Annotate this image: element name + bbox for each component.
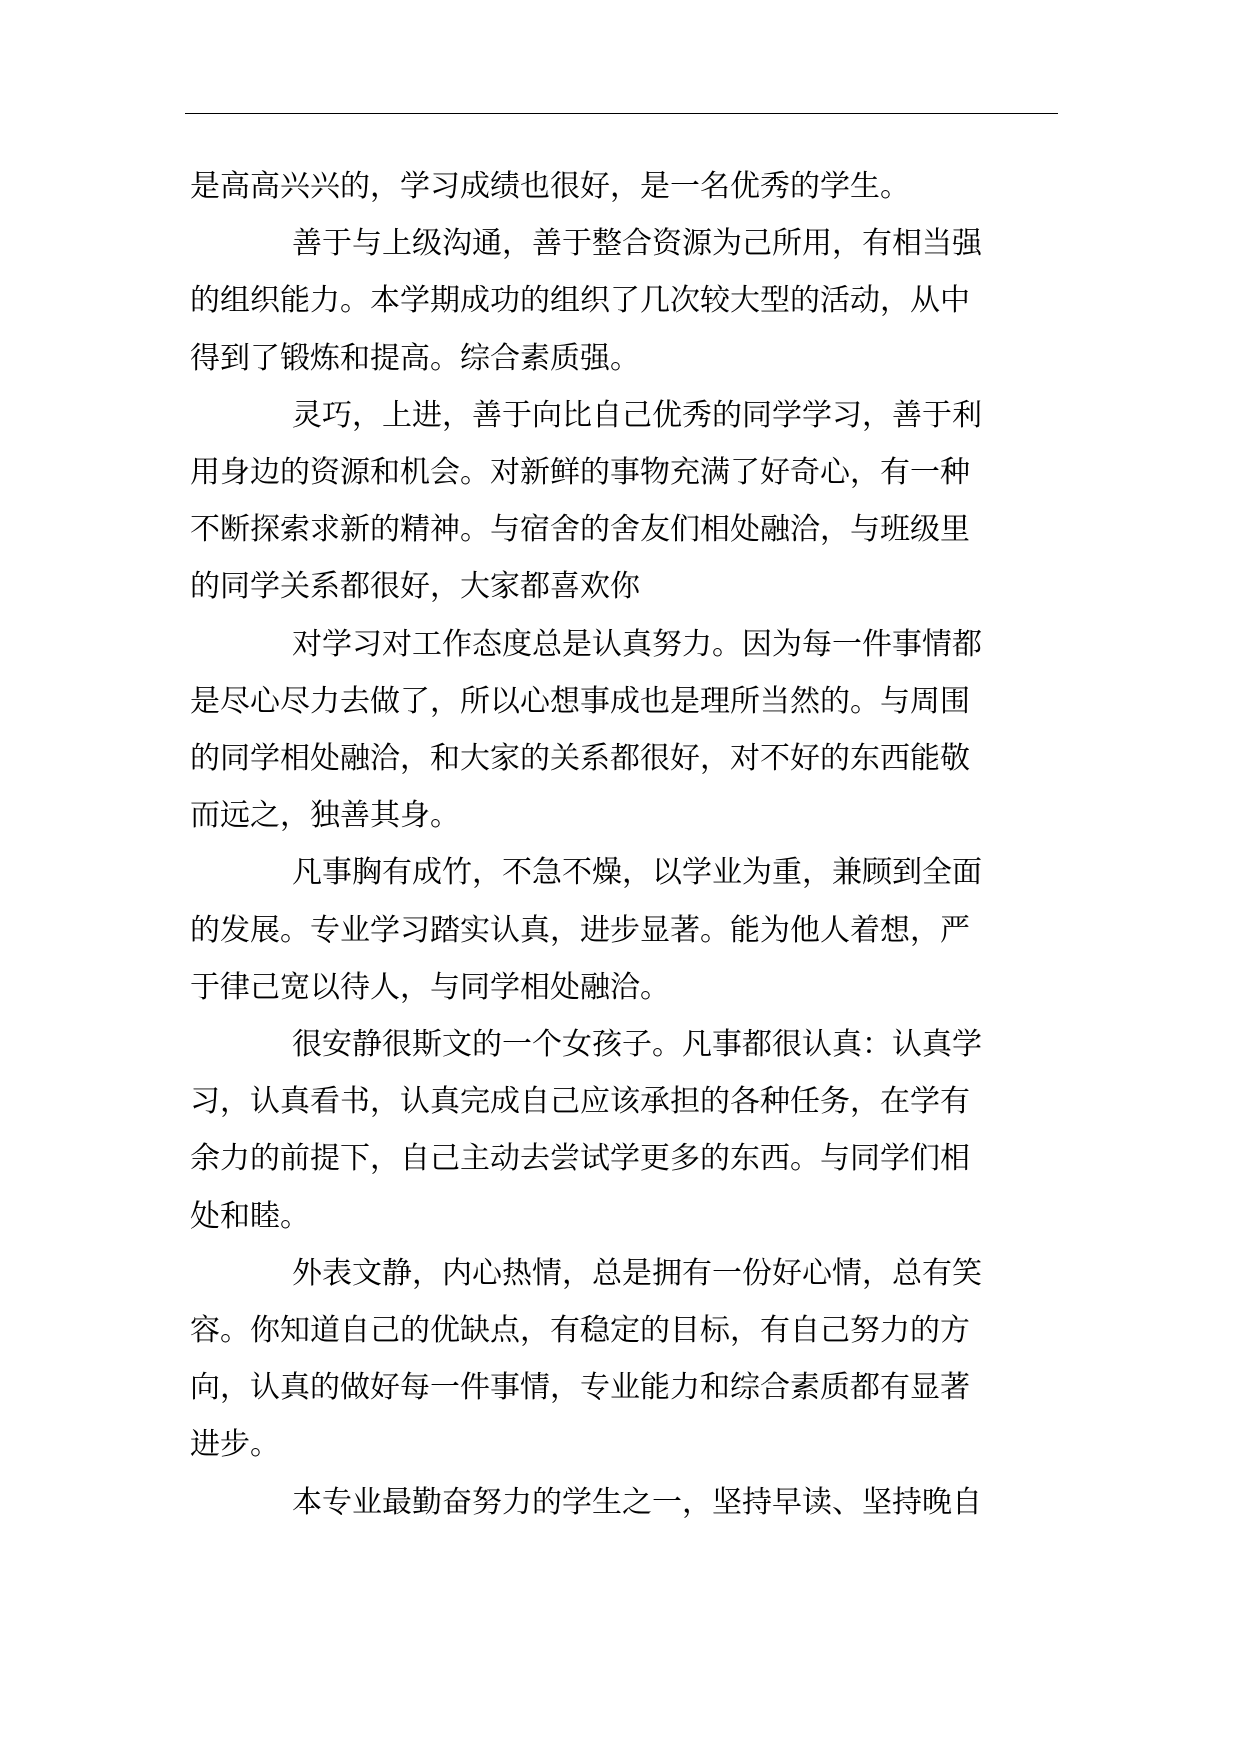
- text-line: 处和睦。: [190, 1199, 310, 1234]
- text-line: 进步。: [190, 1427, 280, 1462]
- text-line: 习，认真看书，认真完成自己应该承担的各种任务，在学有: [190, 1084, 970, 1119]
- text-line: 灵巧，上进，善于向比自己优秀的同学学习，善于利: [292, 398, 982, 433]
- text-line: 凡事胸有成竹，不急不燥，以学业为重，兼顾到全面: [292, 855, 982, 890]
- text-line: 余力的前提下，自己主动去尝试学更多的东西。与同学们相: [190, 1141, 970, 1176]
- text-line: 而远之，独善其身。: [190, 798, 460, 833]
- text-line: 本专业最勤奋努力的学生之一，坚持早读、坚持晚自: [292, 1485, 982, 1520]
- text-line: 对学习对工作态度总是认真努力。因为每一件事情都: [292, 627, 982, 662]
- header-rule: [185, 113, 1058, 114]
- text-line: 的同学相处融洽，和大家的关系都很好，对不好的东西能敬: [190, 741, 970, 776]
- text-line: 得到了锻炼和提高。综合素质强。: [190, 341, 640, 376]
- text-line: 不断探索求新的精神。与宿舍的舍友们相处融洽，与班级里: [190, 512, 970, 547]
- text-line: 容。你知道自己的优缺点，有稳定的目标，有自己努力的方: [190, 1313, 970, 1348]
- text-line: 于律己宽以待人，与同学相处融洽。: [190, 970, 670, 1005]
- text-line: 用身边的资源和机会。对新鲜的事物充满了好奇心，有一种: [190, 455, 970, 490]
- text-line: 的发展。专业学习踏实认真，进步显著。能为他人着想，严: [190, 913, 970, 948]
- text-line: 是尽心尽力去做了，所以心想事成也是理所当然的。与周围: [190, 684, 970, 719]
- text-line: 外表文静，内心热情，总是拥有一份好心情，总有笑: [292, 1256, 982, 1291]
- text-line: 很安静很斯文的一个女孩子。凡事都很认真：认真学: [292, 1027, 982, 1062]
- text-line: 是高高兴兴的，学习成绩也很好，是一名优秀的学生。: [190, 169, 910, 204]
- text-line: 善于与上级沟通，善于整合资源为己所用，有相当强: [292, 226, 982, 261]
- text-line: 的同学关系都很好，大家都喜欢你: [190, 569, 640, 604]
- text-line: 向，认真的做好每一件事情，专业能力和综合素质都有显著: [190, 1370, 970, 1405]
- text-line: 的组织能力。本学期成功的组织了几次较大型的活动，从中: [190, 283, 970, 318]
